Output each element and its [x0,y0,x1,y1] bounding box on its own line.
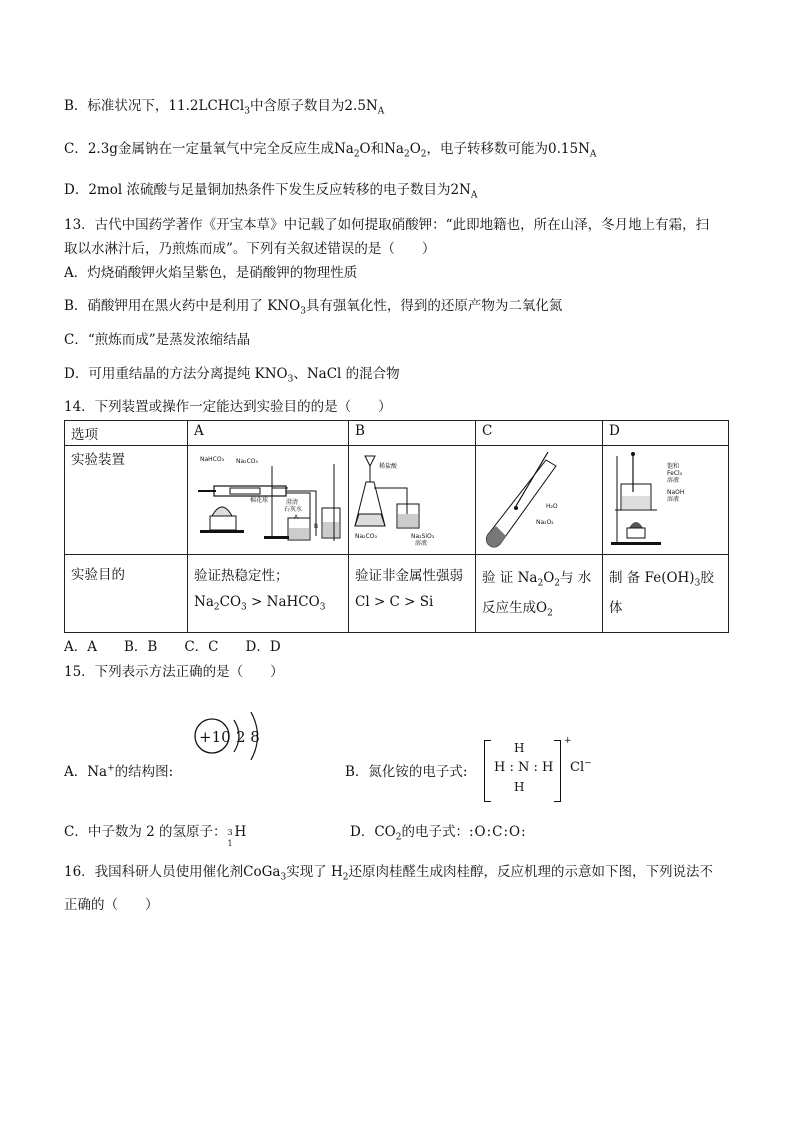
q16-stem-line2: 正确的（ ） [64,897,159,913]
purpose-a: 验证热稳定性； $Na_2CO_3$ > NaHCO$_3$ [188,555,349,633]
q15-stem: 15．下列表示方法正确的是（ ） [64,664,284,680]
apparatus-b [349,446,476,555]
svg-text:FeCl₃: FeCl₃ [667,470,683,477]
svg-text:Na₂CO₃: Na₂CO₃ [236,458,258,465]
q13-option-b: B．硝酸钾用在黑火药中是利用了 $KNO_3$具有强氧化性，得到的还原产物为二氧化氮 [64,298,563,317]
apparatus-b-drawing [349,446,469,550]
apparatus-c-drawing [476,446,596,550]
apparatus-a [188,446,349,555]
svg-text:石灰水: 石灰水 [284,506,303,513]
ammonium-chloride-electron-formula: H H : N : H H + Cl− [484,740,604,802]
svg-text:+10: +10 [199,728,231,746]
header-c: C [476,421,603,446]
q14-table [64,420,729,633]
q13-option-d: D．可用重结晶的方法分离提纯 $KNO_3$、NaCl 的混合物 [64,366,400,385]
header-a: A [188,421,349,446]
row-apparatus-label: 实验装置 [65,446,188,555]
svg-text:饱和: 饱和 [667,463,680,470]
q12-option-b: B．标准状况下，11.2LCHCl$_3$中含原子数目为$2.5N_A$ [64,98,385,117]
q15-option-c: C．中子数为 2 的氢原子： 3 1 H [64,824,247,848]
q13-stem-line2: 取以水淋汁后，乃煎炼而成”。下列有关叙述错误的是（ ） [64,241,436,257]
apparatus-a-drawing [188,446,348,550]
q14-answer-choices: A．A B．B C．C D．D [64,639,281,655]
svg-text:溶液: 溶液 [667,496,680,503]
q15-option-a: A．Na+的结构图: [64,763,174,780]
svg-text:溶液: 溶液 [415,540,428,547]
svg-text:澄清: 澄清 [286,499,299,506]
purpose-b: 验证非金属性强弱 Cl > C > Si [349,555,476,633]
q15-option-b-label: B．氮化铵的电子式: [345,764,468,780]
q16-stem-line1: 16．我国科研人员使用催化剂CoGa$_3$实现了 $H_2$还原肉桂醛生成肉桂醇，反应机理的示意如下图，下列说法不 [64,864,714,883]
svg-text:Na₂SiO₃: Na₂SiO₃ [411,533,435,540]
svg-text:NaOH: NaOH [667,489,685,496]
svg-text:H₂O: H₂O [546,503,558,510]
header-b: B [349,421,476,446]
purpose-c: 验 证 $Na_2O_2$与 水 反应生成$O_2$ [476,555,603,633]
header-d: D [603,421,729,446]
svg-text:稀盐酸: 稀盐酸 [379,463,398,470]
na-ion-structure-diagram [188,698,274,774]
svg-text:NaHCO₃: NaHCO₃ [200,456,224,463]
svg-text:Na₂O₂: Na₂O₂ [536,519,554,526]
svg-text:棉花球: 棉花球 [250,497,269,504]
header-option: 选项 [65,421,188,446]
q13-option-c: C．“煎炼而成”是蒸发浓缩结晶 [64,332,251,348]
svg-text:溶液: 溶液 [667,477,680,484]
q13-option-a: A．灼烧硝酸钾火焰呈紫色，是硝酸钾的物理性质 [64,265,358,281]
q14-stem: 14．下列装置或操作一定能达到实验目的的是（ ） [64,399,392,415]
apparatus-d [603,446,729,555]
q13-stem-line1: 13．古代中国药学著作《开宝本草》中记载了如何提取硝酸钾：“此即地籍也，所在山泽，冬月地上有霜，扫 [64,217,710,233]
apparatus-c [476,446,603,555]
row-purpose-label: 实验目的 [65,555,188,633]
q12-option-c: C．2.3g金属钠在一定量氧气中完全反应生成$Na_2O$和$Na_2O_2$，电子转移数可能为$0.15N_A$ [64,141,597,160]
apparatus-d-drawing [603,446,723,550]
svg-text:2 8: 2 8 [236,728,260,746]
q15-option-d: D．$CO_2$的电子式：:O:C:O: [350,824,527,843]
svg-text:B: B [314,523,319,530]
q12-option-d: D．2mol 浓硫酸与足量铜加热条件下发生反应转移的电子数目为$2N_A$ [64,182,478,201]
svg-text:A: A [294,514,299,521]
purpose-d: 制 备 $Fe(OH)_3$胶 体 [603,555,729,633]
svg-text:Na₂CO₃: Na₂CO₃ [355,533,377,540]
